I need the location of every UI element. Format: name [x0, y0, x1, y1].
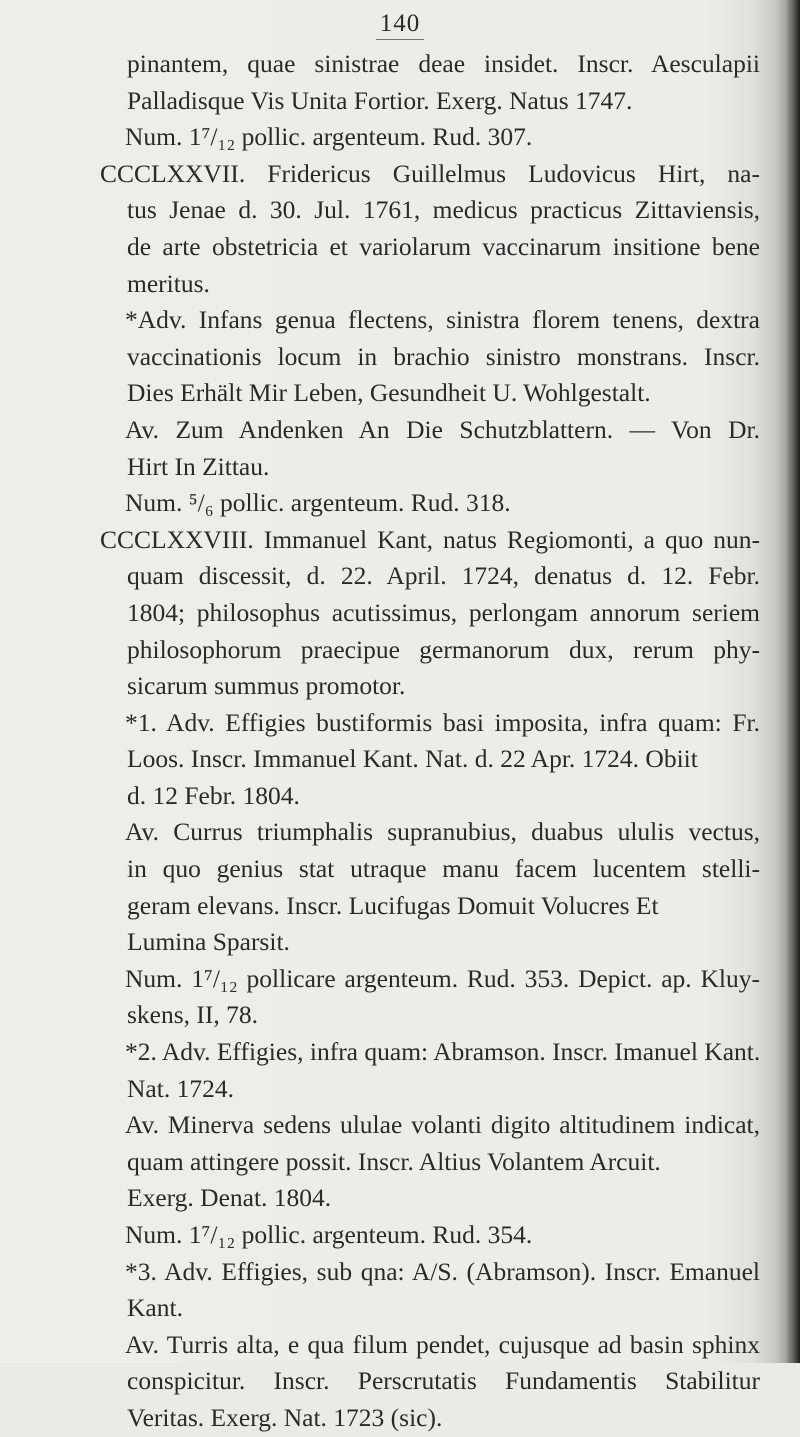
- text-line: conspicitur. Inscr. Perscrutatis Fundamentis Stabilitur: [127, 1366, 760, 1396]
- text-line: pinantem, quae sinistrae deae insidet. Inscr. Aesculapii: [127, 49, 760, 78]
- text-line: Nat. 1724.: [127, 1073, 234, 1103]
- text-line: Av. Currus triumphalis supranubius, duabus ululis vectus,: [125, 817, 760, 847]
- text-line: quam discessit, d. 22. April. 1724, denatus d. 12. Febr.: [127, 561, 760, 591]
- text-line: Veritas. Exerg. Nat. 1723 (sic).: [127, 1402, 443, 1432]
- text-line: Lumina Sparsit.: [127, 927, 290, 957]
- page-number-text: 140: [376, 10, 425, 40]
- text-line: quam attingere possit. Inscr. Altius Volantem Arcuit.: [127, 1146, 661, 1176]
- text-line: Av. Zum Andenken An Die Schutzblattern. — Von Dr.: [125, 414, 760, 444]
- text-line: in quo genius stat utraque manu facem lucentem stelli-: [127, 854, 760, 884]
- text-line: Num. 1⁷/₁₂ pollicare argenteum. Rud. 353. Depict. ap. Kluy-: [125, 963, 760, 993]
- text-line: Av. Turris alta, e qua filum pendet, cujusque ad basin sphinx: [125, 1329, 760, 1359]
- text-line: *1. Adv. Effigies bustiformis basi imposita, infra quam: Fr.: [125, 707, 760, 737]
- text-line: Num. ⁵/₆ pollic. argenteum. Rud. 318.: [125, 488, 511, 518]
- page-number: [0, 10, 800, 38]
- text-line: geram elevans. Inscr. Lucifugas Domuit Volucres Et: [127, 890, 659, 920]
- text-line: Exerg. Denat. 1804.: [127, 1183, 332, 1213]
- text-line: 1804; philosophus acutissimus, perlongam annorum seriem: [127, 597, 760, 627]
- text-line: CCCLXXVIII. Immanuel Kant, natus Regiomonti, a quo nun-: [100, 524, 760, 554]
- text-line: tus Jenae d. 30. Jul. 1761, medicus practicus Zittaviensis,: [127, 195, 760, 225]
- text-line: sicarum summus promotor.: [127, 671, 406, 701]
- text-line: Palladisque Vis Unita Fortior. Exerg. Natus 1747.: [127, 85, 633, 115]
- text-line: CCCLXXVII. Fridericus Guillelmus Ludovicus Hirt, na-: [100, 158, 760, 188]
- text-line: *2. Adv. Effigies, infra quam: Abramson. Inscr. Imanuel Kant.: [125, 1037, 761, 1067]
- text-line: de arte obstetricia et variolarum vaccinarum insitione bene: [127, 231, 760, 261]
- text-line: meritus.: [127, 268, 210, 298]
- text-line: Loos. Inscr. Immanuel Kant. Nat. d. 22 Apr. 1724. Obiit: [127, 744, 698, 774]
- text-line: Dies Erhält Mir Leben, Gesundheit U. Wohlgestalt.: [127, 378, 651, 408]
- text-line: d. 12 Febr. 1804.: [127, 780, 300, 810]
- text-line: skens, II, 78.: [127, 1000, 259, 1030]
- catalogue-text-block: [100, 46, 760, 1437]
- text-line: *3. Adv. Effigies, sub qna: A/S. (Abramson). Inscr. Emanuel: [125, 1256, 760, 1286]
- text-line: Kant.: [127, 1293, 183, 1323]
- text-line: vaccinationis locum in brachio sinistro monstrans. Inscr.: [127, 341, 760, 371]
- text-line: Num. 1⁷/₁₂ pollic. argenteum. Rud. 307.: [125, 122, 533, 152]
- text-line: Av. Minerva sedens ululae volanti digito altitudinem indicat,: [125, 1110, 760, 1140]
- text-line: philosophorum praecipue germanorum dux, rerum phy-: [127, 634, 760, 664]
- text-line: *Adv. Infans genua flectens, sinistra florem tenens, dextra: [125, 305, 760, 335]
- text-line: Hirt In Zittau.: [127, 451, 270, 481]
- page-gutter-shadow: [786, 0, 800, 1363]
- text-line: Num. 1⁷/₁₂ pollic. argenteum. Rud. 354.: [125, 1220, 533, 1249]
